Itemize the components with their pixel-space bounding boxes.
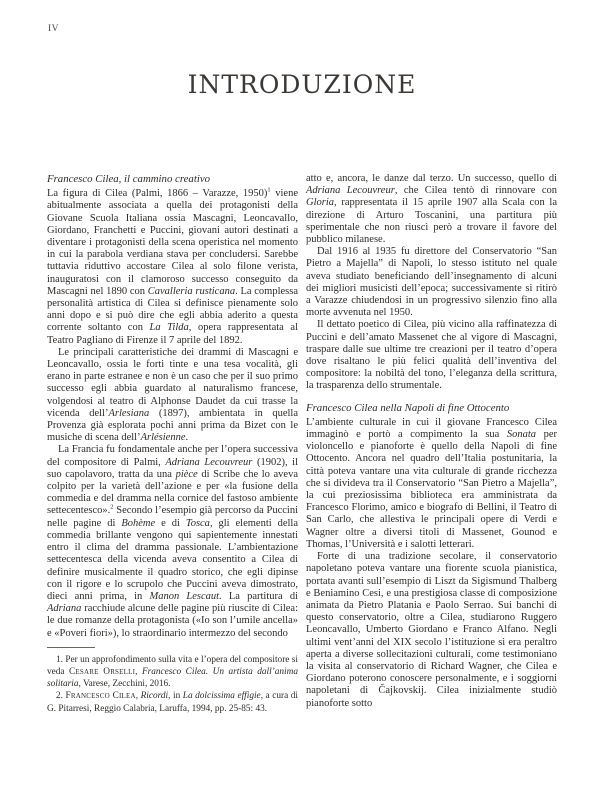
text-run: 1. Per un approfondimento sulla vita e l’opera del compositore si veda: [47, 654, 298, 677]
text-columns: [47, 173, 557, 715]
footnote: [47, 690, 298, 714]
section-heading: [306, 402, 557, 414]
text-run: 2.: [56, 691, 66, 702]
text-run: , rappresentata il 15 aprile 1907 alla Scala con la direzione di Arturo Toscanini, una partitura più sperimentale che non riuscì però a trovare il favore del pubblico milanese.: [306, 197, 557, 246]
text-run: (1902), il suo capolavoro, tratta da una: [47, 456, 298, 480]
body-paragraph: [306, 173, 557, 246]
left-column-text: [47, 173, 298, 640]
text-run: Cesare Orselli: [69, 666, 136, 677]
text-run: pièce: [175, 468, 198, 480]
text-run: Francesco Cilea nella Napoli di fine Ottocento: [306, 401, 510, 414]
text-run: Le principali caratteristiche dei drammi di Mascagni e Leoncavallo, ossia le forti tinte e una tesa vocalità, gli erano in parte estranee e non è un caso che per il suo primo successo egli abbia guardato al naturalismo francese, volgendosi al teatro di Alphonse Daudet da cui trasse la vicenda dell’: [47, 346, 298, 419]
text-run: per violoncello e pianoforte è quello della Napoli di fine Ottocento. Ancora nel quadro dell’Italia postunitaria, la città poteva vantare una vita culturale di grande ricchezza che si divideva tra il Conservatorio “San Pietro a Majella”, la cui preziosissima biblioteca era amministrata da Francesco Florimo, amico e biografo di Bellini, il Teatro di San Carlo, che allestiva le principali opere di Verdi e Wagner oltre a diversi titoli di Massenet, Gounod e Thomas, l’Università e i salotti letterari.: [306, 429, 557, 550]
footnote: [47, 654, 298, 691]
right-column-text: [306, 173, 557, 710]
text-run: Francesco Cilea: [65, 691, 136, 702]
text-run: , che Cilea tentò di rinnovare con: [394, 185, 557, 197]
footnotes: [47, 647, 298, 715]
page-title: INTRODUZIONE: [187, 70, 417, 99]
footnote-rule: [47, 647, 95, 648]
text-run: Adriana Lecouvreur: [165, 456, 253, 468]
text-run: Bohème: [121, 517, 156, 529]
text-run: Dal 1916 al 1935 fu direttore del Conservatorio “San Pietro a Majella” di Napoli, lo stesso istituto nel quale aveva studiato beneficiando dell’insegnamento di alcuni dei migliori musicisti dell’epoca; successivamente si ritirò a Varazze chiudendosi in un progressivo silenzio fino alla morte avvenuta nel 1950.: [306, 246, 557, 319]
text-run: Francesco Cilea, il cammino creativo: [47, 173, 211, 185]
text-run: Tosca: [185, 517, 210, 529]
text-run: Forte di una tradizione secolare, il conservatorio napoletano poteva vantare una fiorente scuola pianistica, portata avanti sull’esempio di Liszt da Sigismund Thalberg e Beniamino Cesi, e una prestigiosa classe di composizione animata da Pietro Platania e Paolo Serrao. Sui banchi di questo conservatorio, oltre a Cilea, studiarono Ruggero Leoncavallo, Umberto Giordano e Franco Alfano. Negli ultimi vent’anni del XIX secolo l’istituzione si era peraltro aperta a diverse sollecitazioni culturali, come testimoniano la visita al conservatorio di Richard Wagner, che Cilea e Giordano poterono conoscere personalmente, e i soggiorni napoletani di Čajkovskij. Cilea inizialmente studiò pianoforte sotto: [306, 551, 557, 709]
text-run: Secondo l’esempio già percorso da Puccini nelle pagine di: [47, 505, 298, 529]
text-run: Adriana: [47, 603, 82, 615]
text-run: ,: [135, 691, 141, 702]
text-run: , opera rappresentata al Teatro Pagliano di Firenze il 7 aprile del 1892.: [47, 322, 298, 346]
text-run: (1897), ambientata in quella Provenza già esplorata pochi anni prima da Bizet con le musiche di scena dell’: [47, 407, 298, 444]
text-run: ,: [135, 666, 142, 677]
text-run: L’ambiente culturale in cui il giovane Francesco Cilea immaginò e portò a compimento la sua: [306, 416, 557, 441]
text-run: La figura di Cilea (Palmi, 1866 – Varazze, 1950): [47, 188, 268, 200]
right-column: [306, 173, 557, 715]
text-run: Arlesiana: [108, 407, 150, 419]
text-run: e di: [155, 517, 186, 529]
text-run: , a cura di G. Pitarresi, Reggio Calabria, Laruffa, 1994, pp. 25-85: 43.: [47, 691, 298, 714]
body-paragraph: [47, 444, 298, 639]
text-run: , Varese, Zecchini, 2016.: [78, 679, 171, 690]
text-run: .: [185, 432, 189, 444]
text-run: . La partitura di: [219, 590, 298, 602]
text-run: Manon Lescaut: [149, 590, 220, 602]
section-heading: [47, 173, 298, 185]
body-paragraph: [47, 188, 298, 347]
text-run: racchiude alcune delle pagine più riuscite di Cilea: le due romanze della protagonista («Io son l’umile ancella» e «Poveri fiori»), lo straordinario intermezzo del secondo: [47, 603, 298, 639]
text-run: atto e, ancora, le danze dal terzo. Un successo, quello di: [306, 173, 557, 184]
text-run: Il dettato poetico di Cilea, più vicino alla raffinatezza di Puccini e dell’amato Massenet che al vigore di Mascagni, traspare dalle sue ultime tre creazioni per il teatro d’opera dove risaltano le più felici qualità dell’inventiva del compositore: la nobiltà del tono, l’eleganza della scrittura, la trasparenza dello strumentale.: [306, 319, 557, 392]
footnote-marker: 2: [110, 503, 114, 511]
text-run: Gloria: [306, 197, 335, 209]
page-number: IV: [48, 24, 60, 34]
text-run: viene abitualmente associata a quella dei protagonisti della Giovane Scuola Italiana ossia Mascagni, Leoncavallo, Giordano, Franchetti e Puccini, giovani autori destinati a diventare i protagonisti della scena operistica nel momento in cui la parabola verdiana stava per concludersi. Sarebbe tuttavia riduttivo accostare Cilea al solo filone verista, inauguratosi con il clamoroso successo conseguito da Mascagni nel 1890 con: [47, 188, 298, 297]
text-run: di Scribe che lo aveva colpito per la varietà dell’azione e per «la fusione della commedia e del dramma nella cornice del fastoso ambiente settecentesco».: [47, 468, 298, 517]
body-paragraph: [306, 551, 557, 710]
text-run: Adriana Lecouvreur: [306, 185, 395, 197]
footnote-marker: 1: [267, 186, 271, 194]
body-paragraph: [47, 347, 298, 445]
text-run: Arlésienne: [140, 432, 186, 444]
footnote-list: [47, 654, 298, 715]
body-paragraph: [306, 417, 557, 551]
text-run: Francesco Cilea. Un artista dall’anima solitaria: [47, 666, 299, 690]
left-column: [47, 173, 298, 715]
text-run: , in: [168, 691, 183, 702]
text-run: La Francia fu fondamentale anche per l’opera successiva del compositore di Palmi,: [47, 444, 298, 468]
text-run: Sonata: [506, 429, 537, 441]
text-run: La dolcissima effigie: [182, 691, 261, 702]
body-paragraph: [306, 319, 557, 392]
text-run: Cavalleria rusticana: [147, 285, 236, 297]
text-run: La Tilda: [149, 322, 189, 334]
text-run: Ricordi: [140, 691, 169, 702]
body-paragraph: [306, 246, 557, 319]
text-run: . La complessa personalità artistica di Cilea si definisce pienamente solo anni dopo e si può dire che egli abbia aderito a questa corrente soltanto con: [47, 285, 299, 334]
text-run: , gli elementi della commedia brillante vengono qui sapientemente innestati entro il clima del dramma passionale. L’ambientazione settecentesca della vicenda aveva consentito a Cilea di definire musicalmente il quadro storico, che egli dipinse con il rigore e lo scrupolo che Puccini aveva dimostrato, dieci anni prima, in: [47, 517, 298, 602]
